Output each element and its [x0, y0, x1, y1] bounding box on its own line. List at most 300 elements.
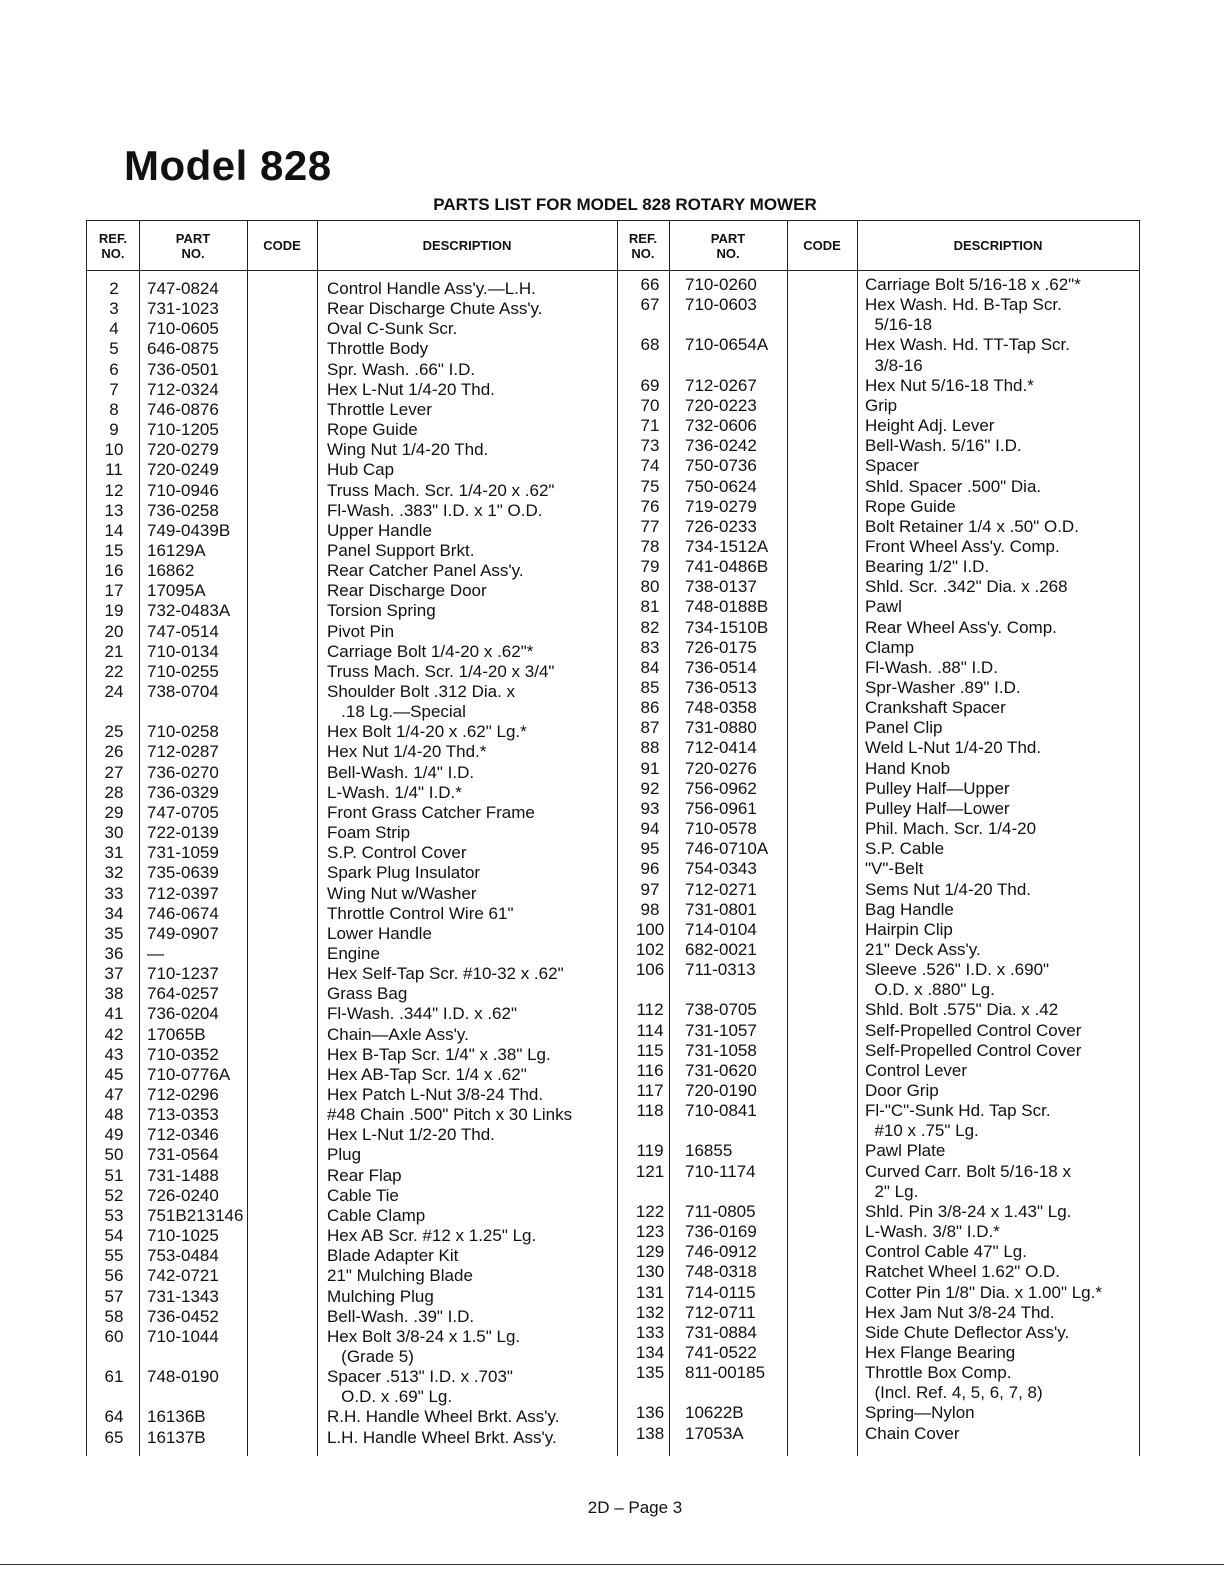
ref-no: 66	[640, 275, 660, 294]
description: Hex Flange Bearing	[865, 1342, 1016, 1362]
description: Rear Wheel Ass'y. Comp.	[865, 617, 1057, 637]
part-no: 734-1510B	[685, 617, 769, 637]
parts-list-subtitle: PARTS LIST FOR MODEL 828 ROTARY MOWER	[433, 195, 817, 214]
ref-no: 11	[105, 460, 123, 480]
part-no: 710-1205	[147, 420, 219, 440]
part-no: 710-0776A	[147, 1064, 231, 1084]
description: Carriage Bolt 5/16-18 x .62"*	[865, 275, 1081, 294]
description: Hand Knob	[865, 758, 951, 778]
ref-no: 57	[104, 1286, 124, 1306]
header-description-2: DESCRIPTION	[953, 238, 1043, 253]
part-no: 17053A	[685, 1423, 744, 1443]
ref-no: 43	[104, 1044, 124, 1064]
ref-no: 123	[635, 1222, 665, 1242]
ref-no: 12	[104, 480, 124, 500]
ref-no: 114	[636, 1020, 664, 1040]
part-no: 720-0249	[147, 460, 219, 480]
part-no: 749-0907	[147, 923, 219, 943]
ref-no: 118	[636, 1101, 664, 1121]
ref-no: 21	[104, 641, 124, 661]
description: (Incl. Ref. 4, 5, 6, 7, 8)	[865, 1383, 1043, 1403]
ref-no: 50	[104, 1145, 124, 1165]
ref-no: 134	[635, 1342, 665, 1362]
ref-no: 54	[104, 1226, 124, 1246]
description: Bell-Wash. .39" I.D.	[327, 1306, 475, 1326]
part-no: 726-0233	[685, 516, 757, 536]
ref-no: 122	[635, 1201, 665, 1221]
header-part-no-2: PART NO.	[710, 230, 746, 261]
description: Throttle Lever	[327, 399, 432, 419]
ref-no: 100	[635, 919, 665, 939]
part-no: 748-0358	[685, 698, 757, 718]
description: 21" Mulching Blade	[327, 1266, 473, 1286]
description: L.H. Handle Wheel Brkt. Ass'y.	[327, 1427, 557, 1447]
description: Rear Discharge Chute Ass'y.	[327, 299, 543, 319]
description: Front Grass Catcher Frame	[327, 802, 535, 822]
ref-no: 130	[635, 1262, 665, 1282]
ref-no: 80	[640, 577, 660, 597]
ref-no: 17	[104, 581, 124, 601]
ref-no: 129	[635, 1242, 665, 1262]
ref-no: 30	[104, 823, 124, 843]
ref-no: 82	[640, 617, 660, 637]
description: Fl-"C"-Sunk Hd. Tap Scr.	[865, 1101, 1051, 1121]
ref-no: 91	[640, 758, 660, 778]
part-no: 751B213146	[147, 1205, 244, 1225]
part-no: 714-0115	[685, 1282, 756, 1302]
part-no: 710-0578	[685, 819, 757, 839]
description: Mulching Plug	[327, 1286, 434, 1306]
part-no: 712-0267	[685, 375, 757, 395]
part-no: 710-1237	[147, 964, 219, 984]
part-no: 720-0223	[685, 395, 757, 415]
ref-no: 47	[104, 1085, 124, 1104]
part-no: 748-0190	[147, 1367, 219, 1387]
description: Spr. Wash. .66" I.D.	[327, 359, 476, 379]
description: Panel Clip	[865, 718, 943, 738]
description: Throttle Body	[327, 339, 429, 359]
description: Chain—Axle Ass'y.	[327, 1024, 469, 1044]
description: Pulley Half—Upper	[865, 778, 1010, 798]
ref-no: 67	[640, 295, 660, 315]
description: Engine	[327, 943, 380, 963]
description: Truss Mach. Scr. 1/4-20 x 3/4"	[327, 661, 555, 681]
ref-no: 33	[104, 883, 124, 903]
ref-no: 106	[635, 960, 665, 980]
description: Cable Clamp	[327, 1205, 426, 1225]
description: Weld L-Nut 1/4-20 Thd.	[865, 738, 1042, 758]
part-no: 712-0397	[147, 883, 219, 903]
part-no: 731-0884	[685, 1322, 757, 1342]
part-no: 710-0603	[685, 295, 757, 315]
part-no: 753-0484	[147, 1246, 219, 1266]
part-no: 712-0287	[147, 742, 219, 762]
ref-no: 117	[636, 1081, 664, 1100]
description: Blade Adapter Kit	[327, 1246, 459, 1266]
part-no: 10622B	[685, 1403, 744, 1423]
description: Self-Propelled Control Cover	[865, 1040, 1082, 1060]
ref-no: 9	[109, 420, 119, 440]
ref-no: 88	[640, 738, 660, 758]
description: Chain Cover	[865, 1423, 960, 1443]
part-no: 738-0137	[685, 577, 757, 597]
ref-no: 116	[636, 1060, 664, 1080]
ref-no: 83	[640, 637, 660, 657]
ref-no: 75	[640, 476, 660, 496]
description: Lower Handle	[327, 923, 432, 943]
part-no: 710-0258	[147, 722, 219, 742]
ref-no: 64	[104, 1407, 124, 1427]
part-no: 731-1488	[147, 1165, 219, 1185]
ref-no: 132	[635, 1302, 665, 1322]
description: Side Chute Deflector Ass'y.	[865, 1322, 1070, 1342]
part-no: 710-0255	[147, 661, 219, 681]
part-no: 756-0961	[685, 798, 757, 818]
ref-no: 38	[104, 984, 124, 1004]
header-ref-no-2: REF. NO.	[628, 230, 658, 261]
part-no: 731-0564	[147, 1145, 219, 1165]
part-no: 710-1044	[147, 1326, 219, 1346]
model-title: Model 828	[124, 142, 332, 189]
ref-no: 95	[640, 839, 660, 859]
description: S.P. Cable	[865, 839, 945, 859]
description: Spring—Nylon	[865, 1403, 975, 1423]
ref-no: 136	[635, 1403, 665, 1423]
description: Sleeve .526" I.D. x .690"	[865, 960, 1050, 980]
ref-no: 35	[104, 923, 124, 943]
description: Spacer	[865, 456, 919, 476]
description: Fl-Wash. .383" I.D. x 1" O.D.	[327, 500, 543, 520]
part-no: 731-0620	[685, 1060, 757, 1080]
ref-no: 92	[640, 778, 660, 798]
ref-no: 31	[104, 843, 124, 863]
part-no: 726-0175	[685, 637, 757, 657]
part-no: 764-0257	[147, 984, 219, 1004]
part-no: 16855	[685, 1141, 733, 1161]
ref-no: 78	[640, 536, 660, 556]
part-no: 731-1059	[147, 843, 219, 863]
ref-no: 22	[104, 661, 124, 681]
part-no: 738-0705	[685, 1000, 757, 1020]
ref-no: 58	[104, 1306, 124, 1326]
part-no: 731-1023	[147, 299, 219, 319]
description: (Grade 5)	[327, 1346, 414, 1366]
ref-no: 29	[104, 802, 124, 822]
ref-no: 10	[104, 440, 124, 460]
part-no: 731-1058	[685, 1040, 757, 1060]
description: Wing Nut w/Washer	[327, 883, 477, 903]
part-no: 710-1025	[147, 1226, 219, 1246]
part-no: 736-0270	[147, 762, 219, 782]
part-no: 16129A	[147, 540, 206, 560]
part-no: 712-0271	[685, 879, 757, 899]
ref-no: 61	[104, 1367, 124, 1387]
ref-no: 135	[635, 1363, 665, 1383]
ref-no: 68	[640, 335, 660, 355]
description: Phil. Mach. Scr. 1/4-20	[865, 819, 1037, 839]
part-no: 736-0514	[685, 657, 757, 677]
ref-no: 79	[640, 557, 660, 577]
ref-no: 73	[640, 436, 660, 456]
bottom-rule	[0, 1564, 1224, 1565]
part-no: 726-0240	[147, 1185, 219, 1205]
part-no: 711-0313	[685, 960, 756, 980]
description: Rear Flap	[327, 1165, 402, 1185]
description: Rear Catcher Panel Ass'y.	[327, 561, 524, 581]
ref-no: 5	[109, 339, 119, 359]
ref-no: 112	[636, 1000, 664, 1020]
ref-no: 13	[104, 500, 124, 520]
part-no: 735-0639	[147, 863, 219, 883]
part-no: 756-0962	[685, 778, 757, 798]
ref-no: 65	[104, 1427, 124, 1447]
part-no: 746-0710A	[685, 839, 769, 859]
description: Shld. Bolt .575" Dia. x .42	[865, 1000, 1059, 1020]
description: Hex B-Tap Scr. 1/4" x .38" Lg.	[327, 1044, 551, 1064]
description: Sems Nut 1/4-20 Thd.	[865, 879, 1031, 899]
ref-no: 70	[640, 395, 660, 415]
description: Pawl	[865, 597, 902, 617]
description: Pawl Plate	[865, 1141, 946, 1161]
ref-no: 32	[104, 863, 124, 883]
description: Hex Bolt 1/4-20 x .62" Lg.*	[327, 722, 527, 742]
ref-no: 97	[640, 879, 660, 899]
part-no: 710-0134	[147, 641, 219, 661]
ref-no: 69	[640, 375, 660, 395]
description: L-Wash. 3/8" I.D.*	[865, 1222, 1000, 1242]
part-no: 713-0353	[147, 1105, 219, 1125]
description: Cable Tie	[327, 1185, 399, 1205]
description: Curved Carr. Bolt 5/16-18 x	[865, 1161, 1071, 1181]
ref-no: 77	[640, 516, 660, 536]
description: Hex AB-Tap Scr. 1/4 x .62"	[327, 1064, 527, 1084]
part-no: 712-0324	[147, 379, 219, 399]
ref-no: 133	[635, 1322, 665, 1342]
ref-no: 87	[640, 718, 660, 738]
part-no: 754-0343	[685, 859, 757, 879]
description: Hex Nut 1/4-20 Thd.*	[327, 742, 487, 762]
part-no: 722-0139	[147, 823, 219, 843]
ref-no: 55	[104, 1246, 124, 1266]
part-no: 710-0605	[147, 319, 219, 339]
page-footer: 2D – Page 3	[587, 1498, 683, 1517]
ref-no: 98	[640, 899, 660, 919]
description: Shld. Spacer .500" Dia.	[865, 476, 1042, 496]
description: Upper Handle	[327, 520, 432, 540]
part-no: 746-0912	[685, 1242, 757, 1262]
part-no: 736-0258	[147, 500, 219, 520]
part-no: 734-1512A	[685, 536, 769, 556]
ref-no: 2	[109, 279, 119, 298]
ref-no: 60	[104, 1326, 124, 1346]
part-no: 646-0875	[147, 339, 219, 359]
description: Fl-Wash. .344" I.D. x .62"	[327, 1004, 517, 1024]
description: .18 Lg.—Special	[327, 702, 466, 722]
header-ref-no: REF. NO.	[98, 230, 128, 261]
part-no: 17065B	[147, 1024, 206, 1044]
ref-no: 71	[640, 416, 660, 436]
description: Spacer .513" I.D. x .703"	[327, 1367, 513, 1387]
part-no: 736-0501	[147, 359, 219, 379]
ref-no: 53	[104, 1205, 124, 1225]
part-no: 712-0711	[685, 1302, 756, 1322]
description: Bag Handle	[865, 899, 954, 919]
description: Fl-Wash. .88" I.D.	[865, 657, 998, 677]
ref-no: 81	[640, 597, 660, 617]
part-no: 710-0946	[147, 480, 219, 500]
ref-no: 76	[640, 496, 660, 516]
description: Front Wheel Ass'y. Comp.	[865, 536, 1060, 556]
description: Hex Jam Nut 3/8-24 Thd.	[865, 1302, 1055, 1322]
ref-no: 37	[104, 964, 124, 984]
part-no: 719-0279	[685, 496, 757, 516]
part-no: 732-0606	[685, 416, 757, 436]
description: Throttle Control Wire 61"	[327, 903, 514, 923]
part-no: 731-0880	[685, 718, 757, 738]
description: Self-Propelled Control Cover	[865, 1020, 1082, 1040]
description: Plug	[327, 1145, 362, 1165]
ref-no: 24	[104, 682, 124, 701]
ref-no: 45	[104, 1064, 124, 1084]
ref-no: 85	[640, 678, 660, 697]
part-no: 710-0352	[147, 1044, 219, 1064]
description: Bell-Wash. 5/16" I.D.	[865, 436, 1022, 456]
description: 2" Lg.	[865, 1181, 919, 1201]
ref-no: 138	[635, 1423, 665, 1443]
part-no: 16862	[147, 561, 195, 581]
part-no: 811-00185	[685, 1363, 766, 1383]
ref-no: 52	[104, 1185, 124, 1205]
description: Control Handle Ass'y.—L.H.	[327, 279, 536, 298]
description: Shld. Scr. .342" Dia. x .268	[865, 577, 1068, 597]
description: Hex L-Nut 1/2-20 Thd.	[327, 1125, 495, 1145]
description: Hex AB Scr. #12 x 1.25" Lg.	[327, 1226, 537, 1246]
description: Hex Self-Tap Scr. #10-32 x .62"	[327, 964, 564, 984]
part-no: 747-0824	[147, 279, 219, 298]
description: Oval C-Sunk Scr.	[327, 319, 458, 339]
description: Hex Wash. Hd. TT-Tap Scr.	[865, 335, 1071, 355]
description: Hub Cap	[327, 460, 395, 480]
part-no: 710-0260	[685, 275, 757, 294]
ref-no: 15	[104, 540, 124, 560]
part-no: 712-0296	[147, 1085, 219, 1104]
ref-no: 84	[640, 657, 660, 677]
part-no: 748-0318	[685, 1262, 757, 1282]
ref-no: 86	[640, 698, 660, 718]
part-no: 741-0522	[685, 1342, 757, 1362]
description: Hex Wash. Hd. B-Tap Scr.	[865, 295, 1062, 315]
description: 3/8-16	[865, 355, 923, 375]
description: Cotter Pin 1/8" Dia. x 1.00" Lg.*	[865, 1282, 1102, 1302]
description: Crankshaft Spacer	[865, 698, 1006, 718]
description: Hex Bolt 3/8-24 x 1.5" Lg.	[327, 1326, 521, 1346]
description: Ratchet Wheel 1.62" O.D.	[865, 1262, 1061, 1282]
ref-no: 102	[635, 939, 665, 959]
description: Bolt Retainer 1/4 x .50" O.D.	[865, 516, 1079, 536]
part-no: 711-0805	[685, 1201, 756, 1221]
description: 21" Deck Ass'y.	[865, 939, 981, 959]
ref-no: 6	[109, 359, 119, 379]
description: Grip	[865, 395, 898, 415]
ref-no: 42	[104, 1024, 124, 1044]
part-no: 712-0346	[147, 1125, 219, 1145]
ref-no: 14	[104, 520, 124, 540]
ref-no: 93	[640, 798, 660, 818]
part-no: 710-1174	[685, 1161, 756, 1181]
part-no: 720-0276	[685, 758, 757, 778]
part-no: 746-0876	[147, 399, 219, 419]
part-no: —	[147, 943, 164, 963]
part-no: 714-0104	[685, 919, 757, 939]
description: Rope Guide	[327, 420, 418, 440]
part-no: 749-0439B	[147, 520, 231, 540]
part-no: 748-0188B	[685, 597, 769, 617]
ref-no: 16	[104, 561, 124, 581]
ref-no: 49	[104, 1125, 124, 1145]
description: Control Cable 47" Lg.	[865, 1242, 1027, 1262]
ref-no: 25	[104, 722, 124, 742]
part-no: 746-0674	[147, 903, 219, 923]
description: Rear Discharge Door	[327, 581, 487, 601]
part-no: 747-0514	[147, 621, 219, 641]
description: Bell-Wash. 1/4" I.D.	[327, 762, 475, 782]
ref-no: 131	[635, 1282, 665, 1302]
part-no: 736-0204	[147, 1004, 219, 1024]
header-code-2: CODE	[803, 238, 841, 253]
description: Throttle Box Comp.	[865, 1363, 1012, 1383]
ref-no: 4	[109, 319, 119, 339]
part-no: 736-0452	[147, 1306, 219, 1326]
ref-no: 94	[640, 819, 660, 839]
ref-no: 41	[104, 1004, 124, 1024]
part-no: 736-0513	[685, 678, 757, 697]
description: #48 Chain .500" Pitch x 30 Links	[327, 1105, 573, 1125]
description: Truss Mach. Scr. 1/4-20 x .62"	[327, 480, 555, 500]
part-no: 731-0801	[685, 899, 757, 919]
description: Bearing 1/2" I.D.	[865, 557, 990, 577]
description: R.H. Handle Wheel Brkt. Ass'y.	[327, 1407, 560, 1427]
description: Height Adj. Lever	[865, 416, 995, 436]
description: Pulley Half—Lower	[865, 798, 1010, 818]
description: Panel Support Brkt.	[327, 540, 475, 560]
description: Carriage Bolt 1/4-20 x .62"*	[327, 641, 534, 661]
ref-no: 36	[104, 943, 124, 963]
description: Rope Guide	[865, 496, 956, 516]
ref-no: 51	[104, 1165, 124, 1185]
ref-no: 20	[104, 621, 124, 641]
part-no: 732-0483A	[147, 601, 231, 621]
ref-no: 119	[636, 1141, 664, 1161]
ref-no: 8	[109, 399, 119, 419]
part-no: 731-1057	[685, 1020, 757, 1040]
part-no: 747-0705	[147, 802, 219, 822]
part-no: 16136B	[147, 1407, 206, 1427]
description: O.D. x .69" Lg.	[327, 1387, 453, 1407]
description: S.P. Control Cover	[327, 843, 467, 863]
ref-no: 28	[104, 782, 124, 802]
description: Hex Nut 5/16-18 Thd.*	[865, 375, 1034, 395]
part-no: 736-0242	[685, 436, 757, 456]
part-no: 750-0624	[685, 476, 757, 496]
description: Spr-Washer .89" I.D.	[865, 678, 1021, 697]
description: O.D. x .880" Lg.	[865, 980, 995, 1000]
parts-table	[86, 220, 1140, 1456]
description: Grass Bag	[327, 984, 408, 1004]
description: Torsion Spring	[327, 601, 436, 621]
description: Clamp	[865, 637, 915, 657]
description: Spark Plug Insulator	[327, 863, 481, 883]
ref-no: 19	[104, 601, 124, 621]
